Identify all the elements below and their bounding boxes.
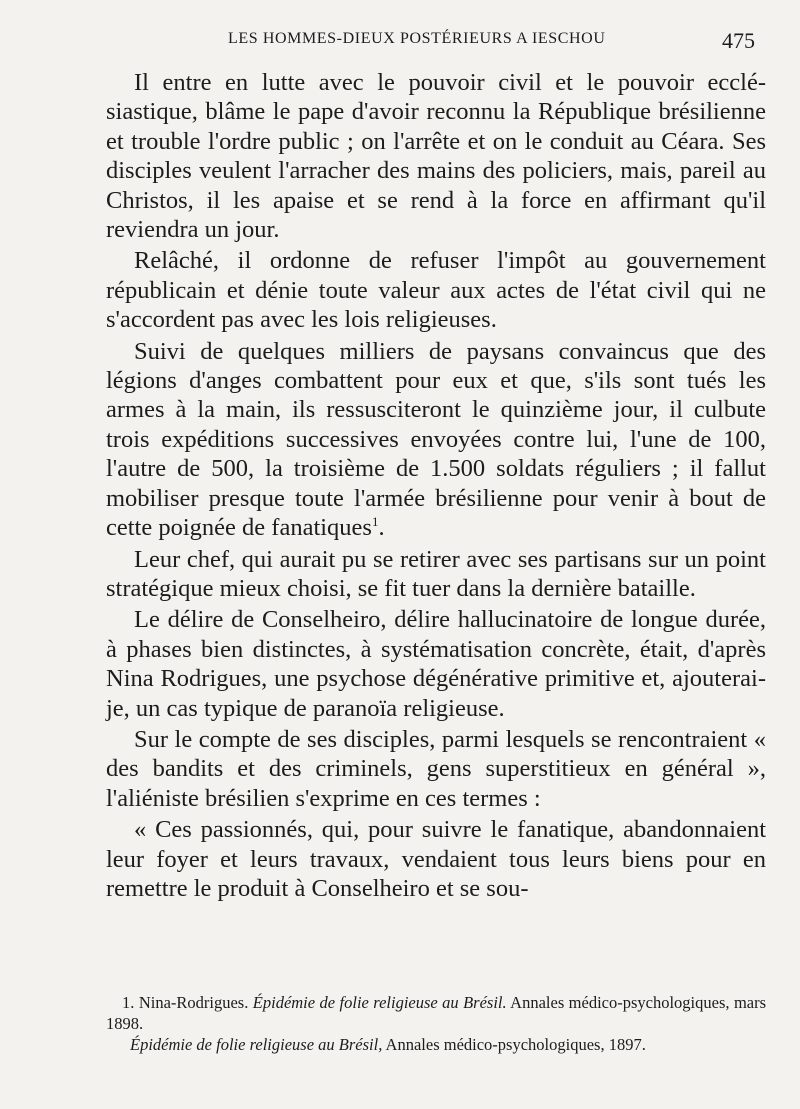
- running-title: LES HOMMES-DIEUX POSTÉRIEURS A IESCHOU: [228, 30, 606, 47]
- footnote-1-title: Épidémie de folie religieuse au Brésil.: [252, 993, 507, 1012]
- footnote-1-number: 1.: [122, 993, 135, 1012]
- footnotes: [106, 992, 766, 1055]
- paragraph-3: [106, 337, 766, 543]
- footnote-1-author: Nina-Rodrigues.: [138, 993, 249, 1012]
- footnote-2-source: Annales médico-psychologiques, 1897.: [385, 1035, 646, 1054]
- footnote-ref: 1: [371, 513, 379, 529]
- paragraph-3-end: .: [378, 514, 385, 542]
- paragraph-7: « Ces passionnés, qui, pour suivre le fanatique, abandonnaient leur foyer et leurs travaux, vendaient tous leurs biens pour en remettre le produit à Conselheiro et se sou-: [106, 816, 766, 902]
- footnote-1-source: Annales médico-psychologiques, mars 1898.: [106, 993, 767, 1033]
- footnote-1-continued: [106, 1034, 766, 1055]
- body-text: [106, 68, 766, 905]
- paragraph-1: Il entre en lutte avec le pouvoir civil et le pouvoir ecclésiastique, blâme le pape d'avoir reconnu la République brésilienne et trouble l'ordre public ; on l'arrête et on le conduit au Céara. Ses disciples veulent l'arracher des mains des policiers, mais, pareil au Christos, il les apaise et se rend à la force en affirmant qu'il reviendra un jour.: [106, 69, 766, 244]
- running-header: [0, 30, 800, 60]
- paragraph-5: Le délire de Conselheiro, délire hallucinatoire de longue durée, à phases bien distinctes, à systématisation concrète, était, d'après Nina Rodrigues, une psychose dégénérative primitive et, ajouterai-je, un cas typique de paranoïa religieuse.: [106, 606, 766, 722]
- footnote-1: [106, 992, 766, 1034]
- paragraph-4: Leur chef, qui aurait pu se retirer avec ses partisans sur un point stratégique mieux choisi, se fit tuer dans la dernière bataille.: [106, 545, 766, 602]
- paragraph-3-text: Suivi de quelques milliers de paysans convaincus que des légions d'anges combattent pour eux et que, s'ils sont tués les armes à la main, ils ressusciteront le quinzième jour, il culbute trois expéditions successives envoyées contre lui, l'une de 100, l'autre de 500, la troisième de 1.500 soldats réguliers ; il fallut mobiliser presque toute l'armée brésilienne pour venir à bout de cette poignée de fanatiques: [106, 337, 766, 542]
- paragraph-2: Relâché, il ordonne de refuser l'impôt au gouvernement républicain et dénie toute valeur aux actes de l'état civil qui ne s'accordent pas avec les lois religieuses.: [106, 247, 766, 334]
- page-number: 475: [722, 28, 755, 53]
- footnote-2-title: Épidémie de folie religieuse au Brésil,: [130, 1035, 383, 1054]
- paragraph-6: Sur le compte de ses disciples, parmi lesquels se rencontraient « des bandits et des criminels, gens superstitieux en général », l'aliéniste brésilien s'exprime en ces termes :: [106, 725, 766, 812]
